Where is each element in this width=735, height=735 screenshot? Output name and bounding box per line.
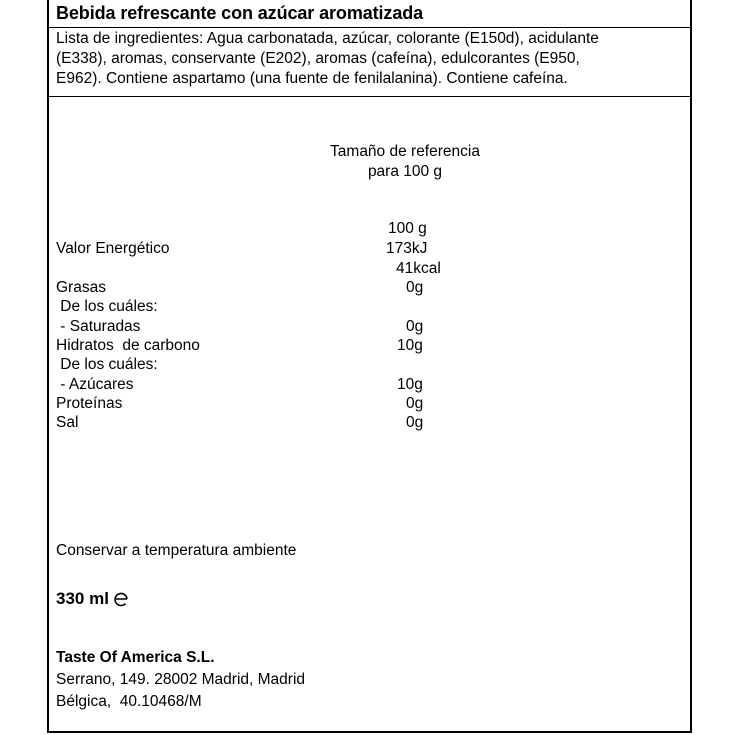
- nutrition-row-value: 0g: [406, 395, 424, 412]
- storage-instructions: Conservar a temperatura ambiente: [56, 542, 297, 559]
- ingredients-line: E962). Contiene aspartamo (una fuente de fenilalanina). Contiene cafeína.: [56, 70, 568, 87]
- net-quantity-value: 330 ml: [56, 589, 109, 608]
- nutrition-row-value: 0g: [406, 318, 424, 335]
- title-divider: [49, 27, 690, 28]
- ingredients-line: Lista de ingredientes: Agua carbonatada, azúcar, colorante (E150d), acidulante: [56, 30, 599, 47]
- company-address-line: Serrano, 149. 28002 Madrid, Madrid: [56, 671, 306, 688]
- nutrition-row-value: 0g: [406, 414, 424, 431]
- ingredients-list: [56, 29, 686, 89]
- reference-size-line: Tamaño de referencia: [330, 143, 480, 160]
- nutrition-row-value: 173kJ: [386, 240, 428, 257]
- net-quantity: [56, 589, 131, 609]
- estimated-e-mark-icon: [113, 590, 131, 608]
- nutrition-row-label: Valor Energético: [56, 240, 170, 257]
- nutrition-row-value: 10g: [397, 376, 423, 393]
- company-name: Taste Of America S.L.: [56, 649, 215, 666]
- nutrition-row-label: Grasas: [56, 279, 106, 296]
- nutrition-column-header: 100 g: [388, 220, 427, 237]
- reference-size-heading: [300, 142, 510, 182]
- nutrition-row-label: De los cuáles:: [56, 298, 158, 315]
- nutrition-row-label: De los cuáles:: [56, 356, 158, 373]
- nutrition-row-label: Proteínas: [56, 395, 123, 412]
- nutrition-row-label: Sal: [56, 414, 79, 431]
- reference-size-line: para 100 g: [367, 163, 443, 180]
- company-address-line: Bélgica, 40.10468/M: [56, 693, 202, 710]
- nutrition-row-value: 10g: [397, 337, 423, 354]
- nutrition-row-label: - Saturadas: [56, 318, 141, 335]
- product-title: Bebida refrescante con azúcar aromatizada: [56, 3, 424, 23]
- ingredients-divider: [49, 96, 690, 97]
- nutrition-row-label: - Azúcares: [56, 376, 134, 393]
- ingredients-line: (E338), aromas, conservante (E202), aromas (cafeína), edulcorantes (E950,: [56, 50, 580, 67]
- nutrition-row-value: 41kcal: [396, 260, 441, 277]
- nutrition-row-label: Hidratos de carbono: [56, 337, 200, 354]
- nutrition-row-value: 0g: [406, 279, 424, 296]
